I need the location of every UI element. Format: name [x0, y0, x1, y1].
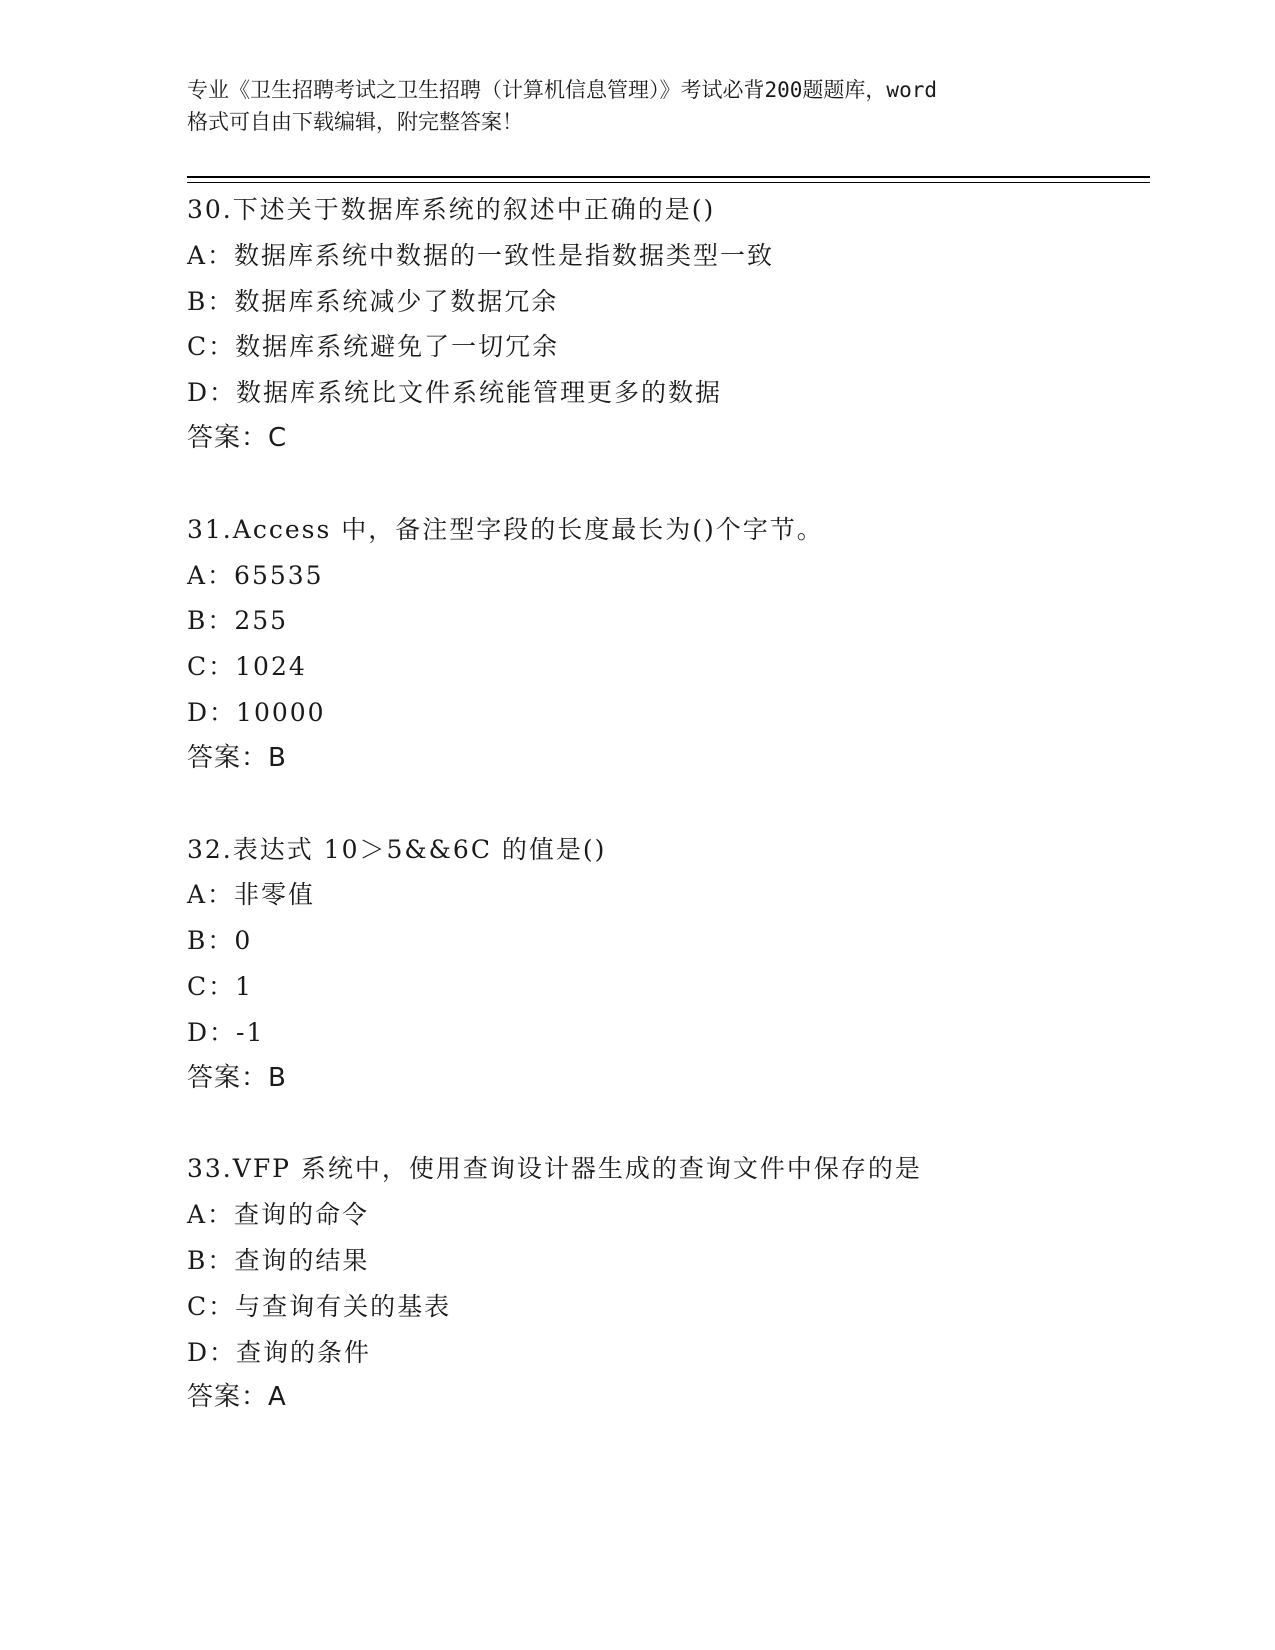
answer-line: 答案：A [187, 1382, 287, 1413]
option-b: B：查询的结果 [187, 1245, 370, 1275]
option-a: A：数据库系统中数据的一致性是指数据类型一致 [187, 240, 775, 270]
option-d: D：10000 [187, 697, 326, 727]
header-divider-thick [187, 176, 1150, 178]
answer-line: 答案：B [187, 742, 287, 773]
option-a: A：65535 [187, 560, 324, 590]
question-30 [187, 187, 1147, 462]
answer-line: 答案：B [187, 1062, 287, 1093]
document-header [187, 74, 1087, 138]
question-stem: 32.表达式 10＞5&&6C 的值是() [187, 834, 607, 864]
question-31 [187, 507, 1147, 782]
header-line-2: 格式可自由下载编辑，附完整答案！ [187, 110, 523, 134]
header-divider-thin [187, 182, 1150, 183]
option-c: C：1 [187, 971, 254, 1001]
option-c: C：1024 [187, 652, 307, 682]
option-d: D：-1 [187, 1017, 265, 1047]
question-32 [187, 827, 1147, 1102]
question-stem: 30.下述关于数据库系统的叙述中正确的是() [187, 195, 716, 224]
question-list [187, 187, 1147, 1466]
option-a: A：非零值 [187, 880, 316, 910]
question-33 [187, 1146, 1147, 1421]
option-c: C：与查询有关的基表 [187, 1291, 452, 1321]
option-d: D：数据库系统比文件系统能管理更多的数据 [187, 378, 723, 408]
option-d: D：查询的条件 [187, 1337, 372, 1367]
question-stem: 33.VFP 系统中，使用查询设计器生成的查询文件中保存的是 [187, 1154, 922, 1184]
answer-line: 答案：C [187, 422, 288, 453]
option-b: B：255 [187, 606, 289, 636]
header-line-1: 专业《卫生招聘考试之卫生招聘（计算机信息管理）》考试必背200题题库，word [187, 78, 937, 102]
option-c: C：数据库系统避免了一切冗余 [187, 332, 560, 362]
option-b: B：数据库系统减少了数据冗余 [187, 286, 559, 316]
question-stem: 31.Access 中，备注型字段的长度最长为()个字节。 [187, 514, 824, 544]
option-a: A：查询的命令 [187, 1200, 370, 1230]
option-b: B：0 [187, 926, 253, 956]
